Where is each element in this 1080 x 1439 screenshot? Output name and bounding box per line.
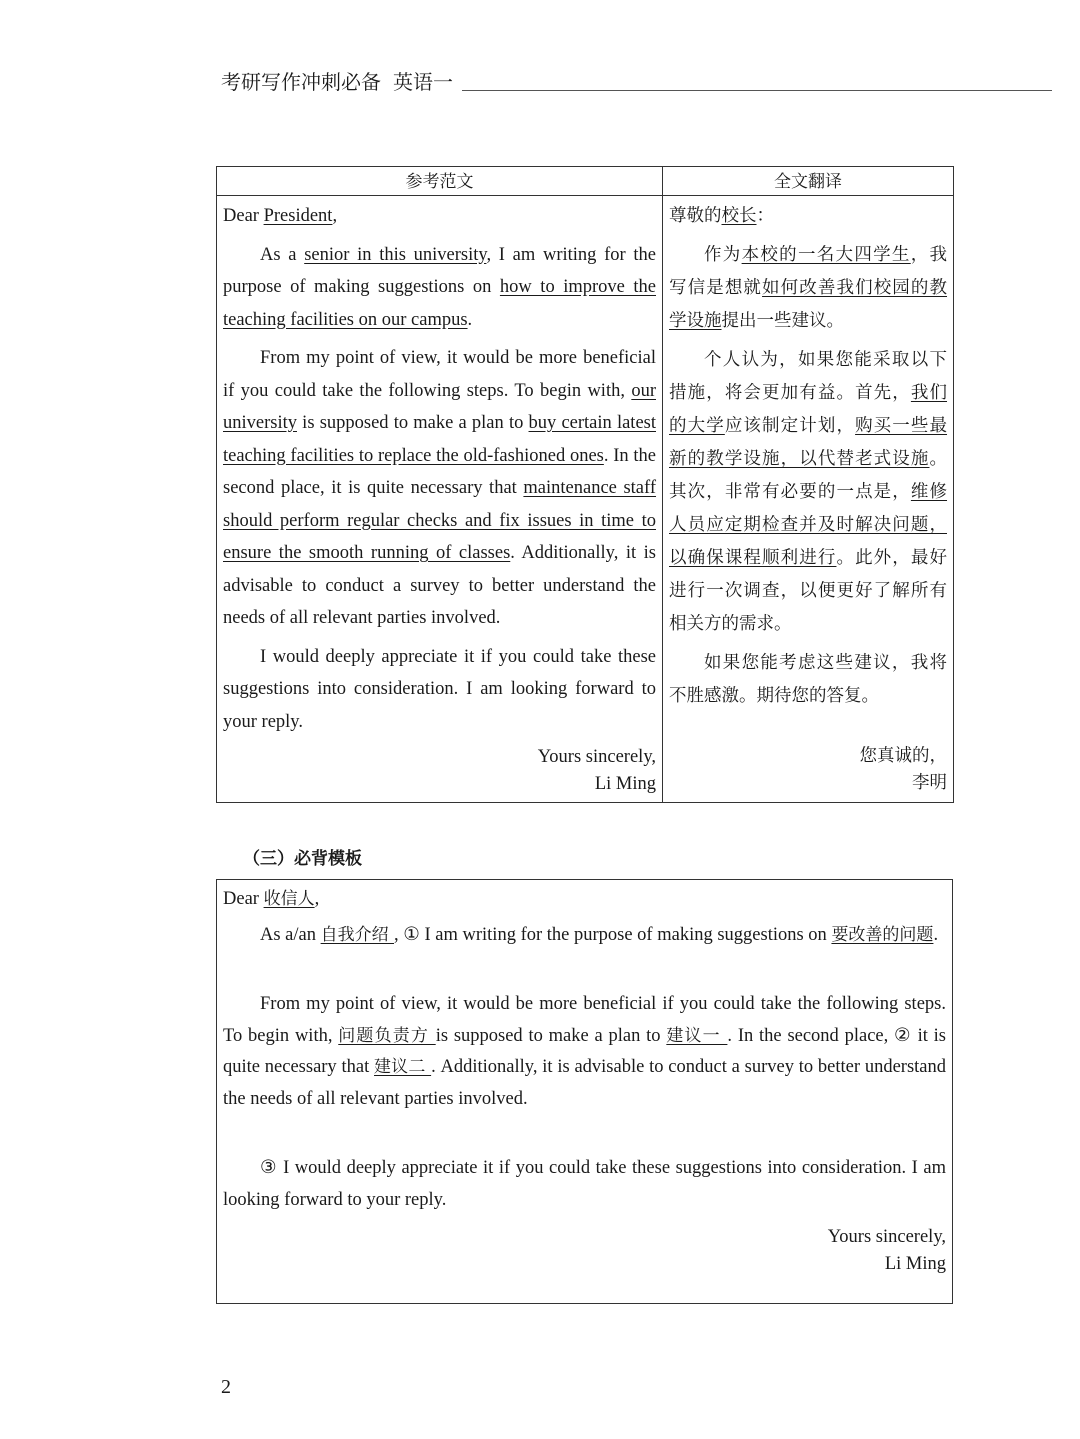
- underlined-phrase: how to improve the teaching facilities on our campus: [223, 277, 656, 330]
- english-paragraph-2: [223, 342, 656, 635]
- subject-label: 英语一: [393, 70, 453, 94]
- text-run: From my point of view, it would be more beneficial if you could take the following steps. To begin with,: [223, 348, 656, 401]
- recipient-name-zh: 校长: [721, 206, 757, 226]
- text-run: is supposed to make a plan to: [435, 1025, 667, 1046]
- text-run: As a: [260, 244, 305, 265]
- signature-zh: 李明: [912, 773, 947, 793]
- template-closing-phrase: Yours sincerely,: [827, 1227, 946, 1247]
- text-run: 。此外，最好进行一次调查，以便更好了解所有相关方的需求。: [669, 548, 948, 634]
- english-closing: [223, 744, 656, 798]
- underlined-phrase: 购买一些最新的教学设施，以代替老式设施: [669, 416, 948, 469]
- text-run: 应该制定计划，: [724, 416, 856, 436]
- column-header-sample: 参考范文: [217, 167, 663, 196]
- text-run: 提出一些建议。: [721, 311, 844, 331]
- template-recipient: 收信人: [263, 889, 315, 909]
- chinese-paragraph-3: 如果您能考虑这些建议，我将不胜感激。期待您的答复。: [669, 653, 947, 706]
- text-run: ，我写信是想就: [669, 245, 948, 298]
- template-closing: [223, 1224, 946, 1278]
- template-paragraph-3: ③ I would deeply appreciate it if you could take these suggestions into consideration. I am looking forward to your reply.: [223, 1158, 946, 1210]
- template-salutation: Dear 收信人,: [223, 889, 320, 909]
- text-run: is supposed to make a plan to: [297, 413, 529, 433]
- text-run: , I am writing for the purpose of making suggestions on: [223, 244, 656, 297]
- signature: Li Ming: [594, 774, 656, 794]
- underlined-phrase: 问题负责方: [338, 1025, 436, 1046]
- text-run: .: [467, 309, 473, 330]
- text-run: . In the second place, it is quite necessary that: [223, 445, 656, 498]
- closing-phrase-zh: 您真诚的，: [859, 746, 947, 766]
- template-signature: Li Ming: [884, 1254, 946, 1274]
- underlined-phrase: our university: [223, 380, 656, 433]
- text-run: . In the second place, ② it is quite necessary that: [223, 1025, 947, 1077]
- english-salutation: Dear President,: [223, 206, 338, 226]
- recipient-name: President: [263, 206, 333, 226]
- underlined-phrase: 维修人员应定期检查并及时解决问题，以确保课程顺利进行: [669, 482, 948, 568]
- text-run: . Additionally, it is advisable to conduct a survey to better understand the needs of all relevant parties involved.: [223, 1057, 947, 1109]
- text-run: . Additionally, it is advisable to conduct a survey to better understand the needs of all relevant parties involved.: [223, 543, 656, 628]
- underlined-phrase: 自我介绍: [320, 924, 395, 945]
- section-heading: （三）必背模板: [243, 849, 362, 869]
- chinese-translation-cell: [663, 196, 954, 803]
- english-paragraph-3: I would deeply appreciate it if you could take these suggestions into consideration. I am looking forward to your reply.: [223, 646, 656, 732]
- text-run: 个人认为，如果您能采取以下措施，将会更加有益。首先，: [669, 350, 947, 403]
- text-run: 。其次，非常有必要的一点是，: [669, 449, 947, 502]
- header-rule: [462, 90, 1052, 91]
- underlined-phrase: 要改善的问题: [831, 924, 934, 945]
- sample-essay-table: [216, 166, 954, 803]
- text-run: As a/an: [260, 924, 321, 945]
- chinese-paragraph-2: [669, 344, 947, 641]
- text-run: From my point of view, it would be more beneficial if you could take the following steps. To begin with,: [223, 994, 946, 1046]
- underlined-phrase: senior in this university: [304, 244, 487, 265]
- page-number: 2: [221, 1376, 231, 1398]
- closing-phrase: Yours sincerely,: [537, 747, 656, 767]
- underlined-phrase: 我们的大学: [669, 383, 948, 436]
- column-header-translation: 全文翻译: [663, 167, 954, 196]
- underlined-phrase: 本校的一名大四学生: [741, 245, 911, 265]
- underlined-phrase: 建议二: [374, 1057, 432, 1077]
- template-paragraph-2: [223, 989, 946, 1115]
- underlined-phrase: 如何改善我们校园的教学设施: [669, 278, 948, 331]
- underlined-phrase: buy certain latest teaching facilities to replace the old-fashioned ones: [223, 413, 656, 466]
- text-run: , ① I am writing for the purpose of making suggestions on: [394, 924, 832, 945]
- text-run: .: [933, 924, 939, 945]
- english-essay-cell: [217, 196, 663, 803]
- underlined-phrase: maintenance staff should perform regular checks and fix issues in time to ensure the smooth running of classes: [223, 478, 657, 563]
- chinese-salutation: 尊敬的校长：: [669, 206, 774, 226]
- header-title: [221, 66, 453, 95]
- chinese-closing: [669, 743, 947, 797]
- text-run: 作为: [704, 245, 742, 265]
- template-paragraph-1: [223, 920, 946, 952]
- template-box: [216, 879, 953, 1304]
- book-title: 考研写作冲刺必备: [221, 70, 381, 94]
- english-paragraph-1: [223, 239, 656, 337]
- chinese-paragraph-1: [669, 239, 947, 338]
- underlined-phrase: 建议一: [666, 1025, 728, 1046]
